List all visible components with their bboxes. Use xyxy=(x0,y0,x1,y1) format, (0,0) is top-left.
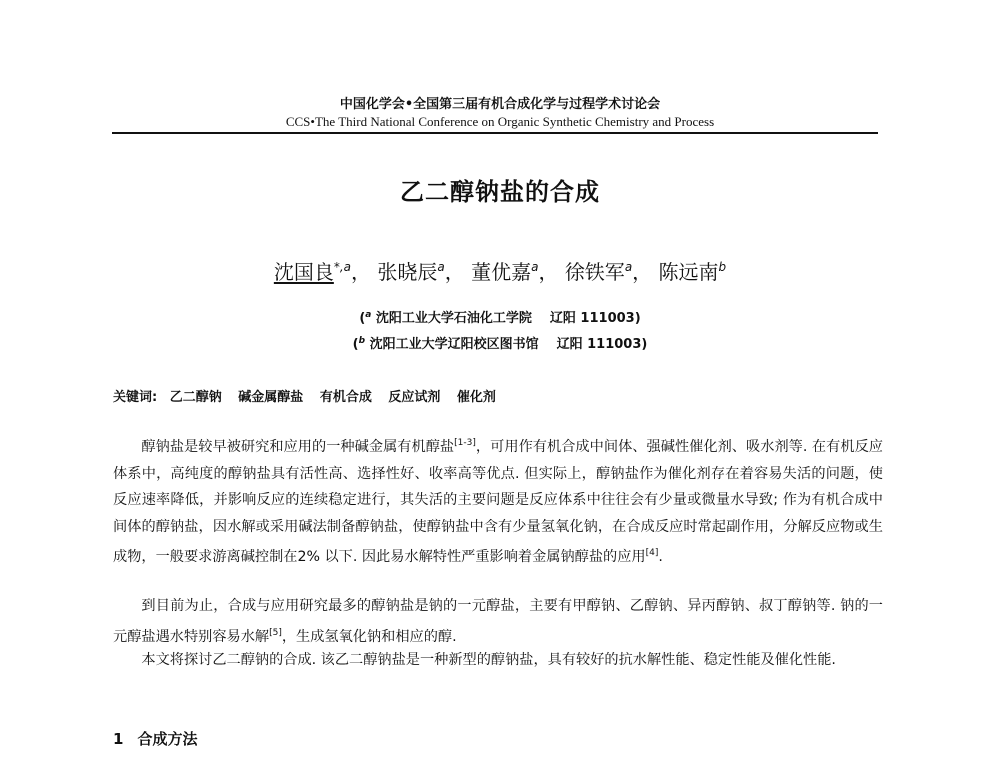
author-separator: ， xyxy=(538,260,559,284)
keyword-item: 有机合成 xyxy=(319,390,372,405)
section-heading xyxy=(113,728,197,749)
author-separator: ， xyxy=(351,260,372,284)
citation-ref: [1-3] xyxy=(454,438,476,448)
affiliation-city-code: 辽阳 111003 xyxy=(556,337,642,352)
keywords-line xyxy=(113,386,508,405)
author-superscript: a xyxy=(624,260,633,274)
author-name: 沈国良 xyxy=(273,260,334,284)
paper-title: 乙二醇钠盐的合成 xyxy=(400,178,600,206)
author-list xyxy=(0,256,1000,285)
affiliation-close-paren: ) xyxy=(641,337,648,352)
conference-title-en: CCS•The Third National Conference on Organic Synthetic Chemistry and Process xyxy=(285,114,715,129)
citation-ref: [5] xyxy=(269,627,282,638)
author-name: 张晓辰 xyxy=(377,260,438,284)
affiliation-superscript: b xyxy=(358,336,366,346)
keyword-item: 反应试剂 xyxy=(388,390,441,405)
paragraph-3 xyxy=(113,647,883,674)
section-title: 合成方法 xyxy=(137,730,198,748)
affiliation-a xyxy=(0,307,1000,326)
affiliation-institution: 沈阳工业大学辽阳校区图书馆 xyxy=(369,337,539,352)
paragraph-text: 到目前为止，合成与应用研究最多的醇钠盐是钠的一元醇盐，主要有甲醇钠、乙醇钠、异丙醇钠、叔丁醇钠等. 钠的一元醇盐遇水特别容易水解 xyxy=(113,598,883,645)
affiliation-superscript: a xyxy=(365,310,372,320)
author-separator: ， xyxy=(632,260,653,284)
paragraph-text: ，可用作有机合成中间体、强碱性催化剂、吸水剂等. 在有机反应体系中，高纯度的醇钠盐具有活性高、选择性好、收率高等优点. 但实际上，醇钠盐作为催化剂存在着容易失活的问题，使反应速率降低，并影响反应的连续稳定进行，其失活的主要问题是反应体系中往往会有少量或微量水导致; 作为有机合成中间体的醇钠盐，因水解或采用碱法制备醇钠盐，使醇钠盐中含有少量氢氧化钠，在合成反应时常起副作用，分解反应物或生成物，一般要求游离碱控制在2% 以下. 因此易水解特性严重影响着金属钠醇盐的应用 xyxy=(113,439,883,565)
author-name: 董优嘉 xyxy=(471,260,532,284)
paragraph-1 xyxy=(113,430,883,571)
author-separator: ， xyxy=(444,260,465,284)
paragraph-text: . xyxy=(658,549,663,565)
affiliation-institution: 沈阳工业大学石油化工学院 xyxy=(375,311,532,326)
paragraph-2 xyxy=(113,593,883,650)
paragraph-text: 本文将探讨乙二醇钠的合成. 该乙二醇钠盐是一种新型的醇钠盐，具有较好的抗水解性能、稳定性能及催化性能. xyxy=(141,652,836,668)
author-superscript: a xyxy=(437,260,445,274)
affiliation-close-paren: ) xyxy=(634,311,641,326)
paragraph-text: 醇钠盐是较早被研究和应用的一种碱金属有机醇盐 xyxy=(141,439,455,455)
author-superscript: a xyxy=(531,260,539,274)
author-superscript: b xyxy=(718,260,727,274)
citation-ref: [4] xyxy=(645,548,659,558)
header-rule xyxy=(112,132,878,134)
author-superscript: *,a xyxy=(333,260,352,274)
conference-title-cn: 中国化学会•全国第三届有机合成化学与过程学术讨论会 xyxy=(339,97,661,112)
keyword-item: 催化剂 xyxy=(456,390,496,405)
keyword-item: 碱金属醇盐 xyxy=(238,390,304,405)
section-number: 1 xyxy=(113,730,124,748)
author-name: 陈远南 xyxy=(658,260,719,284)
affiliation-b xyxy=(0,333,1000,352)
keyword-item: 乙二醇钠 xyxy=(169,390,222,405)
author-name: 徐铁军 xyxy=(564,260,625,284)
paragraph-text: ，生成氢氧化钠和相应的醇. xyxy=(281,628,457,645)
affiliation-city-code: 辽阳 111003 xyxy=(549,311,635,326)
keywords-label: 关键词: xyxy=(113,390,158,405)
affiliation-open-paren: ( xyxy=(352,337,359,352)
affiliation-open-paren: ( xyxy=(359,311,366,326)
